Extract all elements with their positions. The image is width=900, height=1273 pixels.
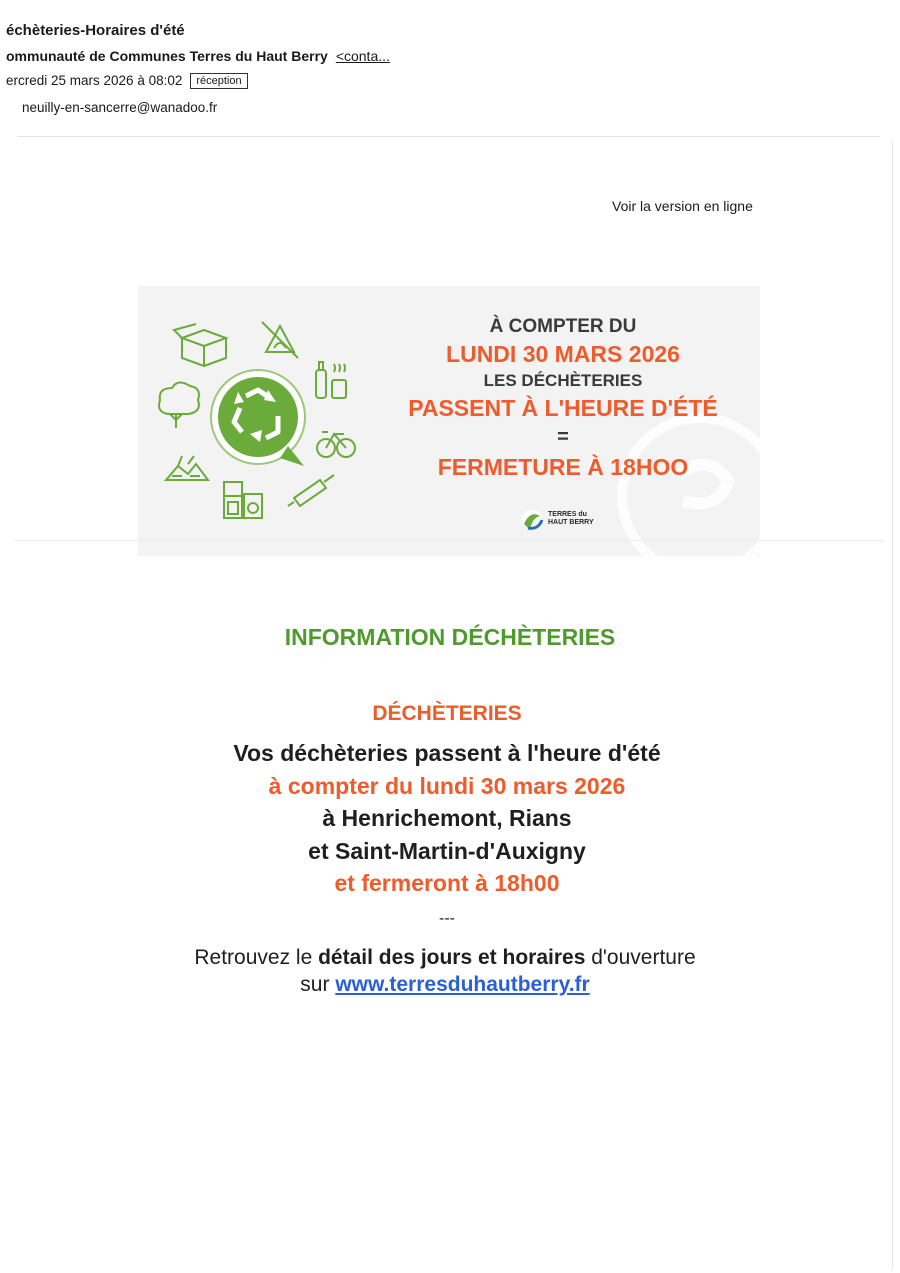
body-line-5: et fermeront à 18h00 [334, 870, 560, 896]
folder-badge[interactable]: réception [190, 73, 247, 89]
bottle-icon [316, 362, 346, 398]
logo-line-2: HAUT BERRY [548, 519, 594, 526]
separator: --- [439, 910, 455, 927]
date-text: ercredi 25 mars 2026 à 08:02 [6, 73, 183, 88]
email-date [6, 73, 248, 90]
email-subject: échèteries-Horaires d'été [6, 22, 185, 39]
banner-line-6: FERMETURE À 18HOO [437, 454, 689, 480]
syringe-icon [288, 475, 334, 506]
email-recipient: neuilly-en-sancerre@wanadoo.fr [22, 100, 218, 115]
body-line-1: Vos déchèteries passent à l'heure d'été [233, 740, 661, 766]
schedule-info [0, 944, 890, 998]
schedule-line-1 [0, 944, 890, 971]
body-line-2: à compter du lundi 30 mars 2026 [268, 773, 626, 799]
rubble-icon [166, 456, 208, 480]
body-line-3: à Henrichemont, Rians [322, 805, 572, 831]
schedule-line-2 [0, 971, 890, 998]
sender-name: ommunauté de Communes Terres du Haut Berry [6, 48, 328, 64]
sender-email-link[interactable]: <conta... [335, 48, 390, 64]
section-title: DÉCHÈTERIES [372, 702, 522, 725]
tree-icon [159, 382, 199, 428]
banner-line-5: = [557, 426, 569, 448]
banner-line-4: PASSENT À L'HEURE D'ÉTÉ [408, 395, 718, 421]
website-link[interactable]: www.terresduhautberry.fr [335, 973, 590, 996]
info-title: INFORMATION DÉCHÈTERIES [284, 624, 616, 650]
retrouvez-pre: Retrouvez le [194, 946, 313, 969]
retrouvez-bold: détail des jours et horaires [318, 946, 586, 969]
banner-line-2: LUNDI 30 MARS 2026 [446, 341, 680, 367]
summer-hours-banner [138, 286, 760, 556]
body-line-4: et Saint-Martin-d'Auxigny [308, 838, 586, 864]
retrouvez-post: d'ouverture [591, 946, 696, 969]
fire-extinguisher-icon [262, 322, 298, 358]
recycle-icon [211, 370, 305, 466]
online-version-link[interactable]: Voir la version en ligne [612, 198, 753, 214]
header-divider [18, 136, 880, 137]
logo-text [548, 511, 594, 527]
email-sender [6, 48, 390, 64]
banner-line-1: À COMPTER DU [489, 316, 637, 337]
logo-line-1: TERRES du [548, 511, 587, 518]
appliances-icon [224, 482, 262, 518]
box-icon [174, 324, 226, 366]
bicycle-icon [317, 432, 355, 457]
sur-text: sur [300, 973, 330, 996]
banner-line-3: LES DÉCHÈTERIES [483, 371, 643, 390]
banner-divider [14, 540, 884, 541]
